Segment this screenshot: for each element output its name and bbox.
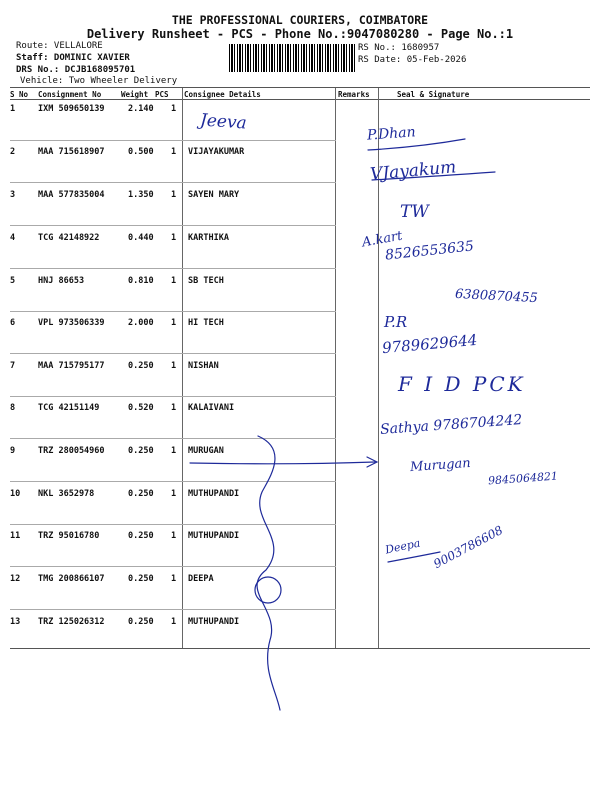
signature-hitech: P.R	[384, 313, 408, 331]
phone-murugan: 9845064821	[487, 469, 559, 488]
phone-hitech: 9789629644	[381, 330, 479, 358]
row-consignment: MAA 577835004	[38, 190, 105, 200]
row-weight: 0.520	[128, 403, 154, 413]
row-consignee: SB TECH	[188, 276, 224, 286]
row-weight: 0.250	[128, 489, 154, 499]
arrow-line	[190, 462, 375, 464]
signature-kalaivani: Sathya 9786704242	[379, 412, 523, 438]
col-header-pcs: PCS	[155, 90, 169, 99]
row-weight: 0.250	[128, 617, 154, 627]
row-consignee: DEEPA	[188, 574, 214, 584]
signature-tw: TW	[400, 202, 429, 222]
signature-deepa: Deepa	[384, 536, 422, 557]
row-pcs: 1	[171, 361, 177, 371]
row-consignee: HI TECH	[188, 318, 224, 328]
col-header-consignment: Consignment No	[38, 90, 102, 99]
row-pcs: 1	[171, 617, 177, 627]
row-sno: 3	[10, 190, 16, 200]
signature-murugan: Murugan	[409, 455, 472, 476]
row-sno: 1	[10, 104, 16, 114]
row-sno: 11	[10, 531, 21, 541]
underline-dhan	[368, 139, 465, 150]
row-pcs: 1	[171, 190, 177, 200]
col-header-sno: S No	[10, 90, 29, 99]
staff-label: Staff: DOMINIC XAVIER	[16, 53, 130, 63]
row-consignee: VIJAYAKUMAR	[188, 147, 245, 157]
row-pcs: 1	[171, 446, 177, 456]
phone-karthika: 8526553635	[384, 238, 475, 264]
signature-karthika: A.kart	[361, 228, 404, 251]
row-consignment: TCG 42151149	[38, 403, 100, 413]
phone-deepa: 9003786608	[431, 522, 506, 572]
row-pcs: 1	[171, 318, 177, 328]
row-consignment: TRZ 95016780	[38, 531, 100, 541]
row-weight: 2.140	[128, 104, 154, 114]
row-sno: 4	[10, 233, 16, 243]
col-header-seal: Seal & Signature	[397, 90, 470, 99]
signature-dhan: P.Dhan	[366, 124, 417, 144]
row-pcs: 1	[171, 233, 177, 243]
row-consignee: KALAIVANI	[188, 403, 235, 413]
bracket-loop	[257, 436, 280, 710]
vehicle-label: Vehicle: Two Wheeler Delivery	[20, 76, 178, 86]
row-pcs: 1	[171, 489, 177, 499]
row-pcs: 1	[171, 104, 177, 114]
row-weight: 0.250	[128, 574, 154, 584]
row-pcs: 1	[171, 574, 177, 584]
row-pcs: 1	[171, 276, 177, 286]
row-consignment: NKL 3652978	[38, 489, 95, 499]
row-weight: 0.500	[128, 147, 154, 157]
row-consignment: IXM 509650139	[38, 104, 105, 114]
row-sno: 13	[10, 617, 21, 627]
phone-sbtech: 6380870455	[454, 286, 539, 307]
row-weight: 0.440	[128, 233, 154, 243]
row-weight: 1.350	[128, 190, 154, 200]
signature-jeeva: Jeeva	[199, 110, 248, 134]
row-weight: 0.250	[128, 446, 154, 456]
rs-number: RS No.: 1680957	[358, 43, 440, 53]
row-sno: 6	[10, 318, 16, 328]
signature-vijayakumar: VJayakum	[369, 157, 458, 185]
underline-vijayakumar	[372, 172, 495, 180]
row-weight: 2.000	[128, 318, 154, 328]
row-consignment: TCG 42148922	[38, 233, 100, 243]
row-consignee: MUTHUPANDI	[188, 617, 240, 627]
row-weight: 0.250	[128, 361, 154, 371]
drs-number: DRS No.: DCJB168095701	[16, 65, 136, 75]
company-title: THE PROFESSIONAL COURIERS, COIMBATORE	[171, 13, 429, 27]
row-sno: 7	[10, 361, 16, 371]
row-consignee: SAYEN MARY	[188, 190, 240, 200]
row-weight: 0.810	[128, 276, 154, 286]
note-fid-pck: F I D PCK	[398, 372, 526, 396]
col-header-weight: Weight	[121, 90, 149, 99]
row-consignee: KARTHIKA	[188, 233, 229, 243]
rs-date: RS Date: 05-Feb-2026	[358, 55, 467, 65]
row-consignee: MURUGAN	[188, 446, 224, 456]
row-consignee: MUTHUPANDI	[188, 489, 240, 499]
row-consignment: MAA 715795177	[38, 361, 105, 371]
row-sno: 8	[10, 403, 16, 413]
row-consignment: VPL 973506339	[38, 318, 105, 328]
row-sno: 2	[10, 147, 16, 157]
stamp-circle	[255, 577, 281, 603]
row-pcs: 1	[171, 147, 177, 157]
underline-deepa	[388, 552, 440, 562]
row-consignee: MUTHUPANDI	[188, 531, 240, 541]
col-header-consignee: Consignee Details	[184, 90, 261, 99]
row-consignment: MAA 715618907	[38, 147, 105, 157]
row-sno: 9	[10, 446, 16, 456]
runsheet-subtitle: Delivery Runsheet - PCS - Phone No.:9047080280 - Page No.:1	[86, 27, 514, 41]
row-pcs: 1	[171, 531, 177, 541]
col-header-remarks: Remarks	[338, 90, 370, 99]
row-consignment: TRZ 280054960	[38, 446, 105, 456]
row-sno: 12	[10, 574, 21, 584]
route-label: Route: VELLALORE	[16, 41, 103, 51]
row-sno: 10	[10, 489, 21, 499]
row-consignment: TMG 200866107	[38, 574, 105, 584]
row-weight: 0.250	[128, 531, 154, 541]
row-consignment: TRZ 125026312	[38, 617, 105, 627]
row-consignee: NISHAN	[188, 361, 219, 371]
row-consignment: HNJ 86653	[38, 276, 85, 286]
row-pcs: 1	[171, 403, 177, 413]
row-sno: 5	[10, 276, 16, 286]
